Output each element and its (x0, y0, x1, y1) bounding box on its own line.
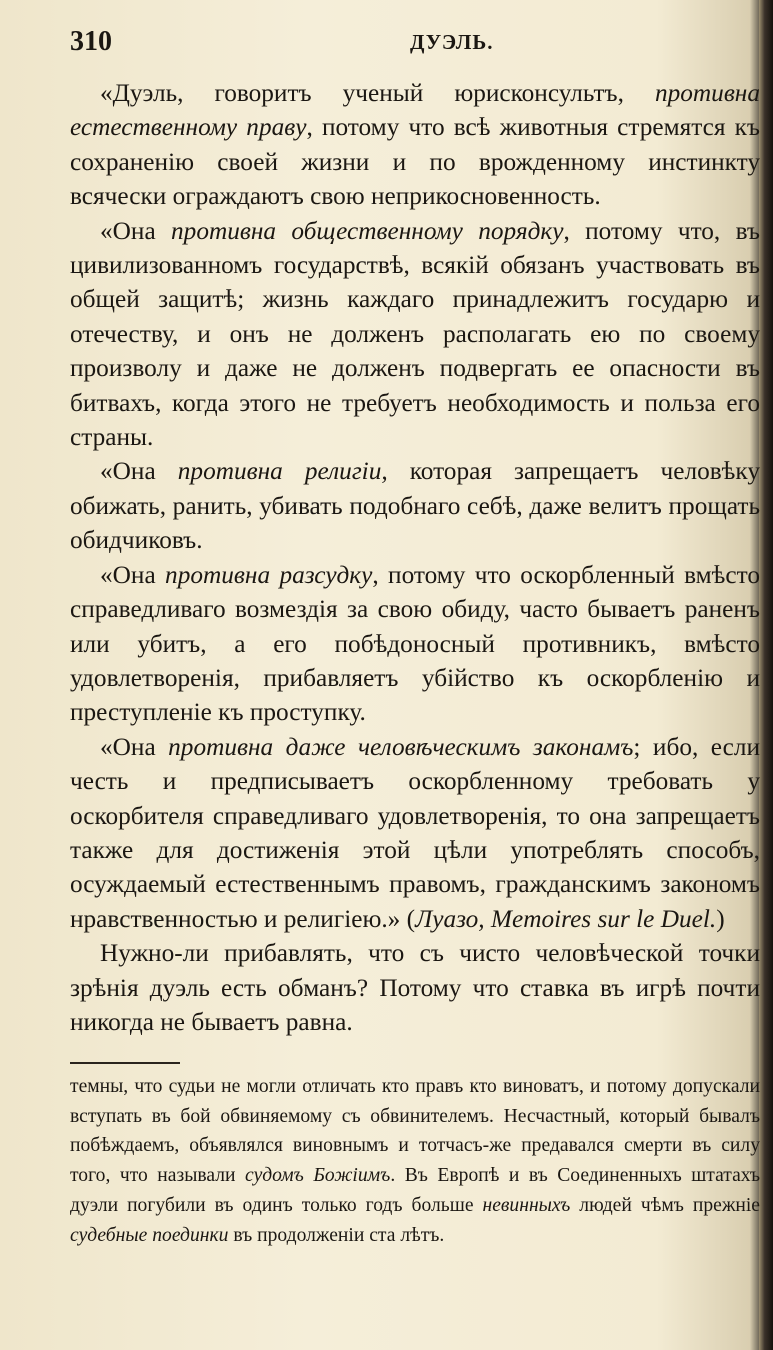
text-span: темны, что судьи не могли отличать кто правъ кто виноватъ, и потому допускали вступать въ бой обвиняемому съ обвинителемъ. Несчастный, который бывалъ побѣждаемъ, объявлялся виновнымъ и тотчасъ-же предавался смерти въ силу того, что называли (70, 1076, 760, 1187)
text-span: Нужно-ли прибавлять, что съ чисто человѣческой точки зрѣнія дуэль есть обманъ? Потому что ставка въ игрѣ почти никогда не бываетъ равна. (70, 939, 760, 1036)
text-span: «Она (100, 216, 172, 245)
footnote-rule (70, 1062, 180, 1064)
text-span: ) (716, 904, 725, 933)
page-edge (759, 0, 773, 1350)
italic-span: противна общественному порядку (171, 216, 564, 245)
paragraph (70, 730, 760, 936)
text-span: «Дуэль, говоритъ ученый юрисконсультъ, (100, 79, 655, 107)
text-span: ; ибо, если честь и предписываетъ оскорбленному требовать у оскорбителя справедливаго удовлетворенія, то она запрещаетъ также для достиженія этой цѣли употреблять способъ, осуждаемый естественнымъ правомъ, гражданскимъ закономъ нравственностью и религіею.» ( (70, 732, 760, 933)
footnote (70, 1072, 760, 1250)
italic-span: судебные поединки (70, 1224, 229, 1246)
italic-span: противна естественному праву (70, 79, 760, 142)
text-span: людей чѣмъ прежніе (570, 1194, 760, 1216)
italic-span: противна религіи, (177, 457, 388, 486)
running-head: ДУЭЛЬ. (410, 30, 494, 54)
text-span: , потому что, въ цивилизованномъ государствѣ, всякій обязанъ участвовать въ общей защитѣ; жизнь каждаго принадлежитъ государю и отечеству, и онъ не долженъ располагать ею по своему произволу и даже не долженъ подвергать ее опасности въ битвахъ, когда этого не требуетъ необходимость и польза его страны. (70, 216, 760, 452)
body-text (70, 76, 760, 1039)
text-span: въ продолженіи ста лѣтъ. (228, 1224, 445, 1246)
italic-span: противна даже человѣческимъ законамъ (168, 732, 634, 761)
paragraph (70, 76, 760, 214)
paragraph (70, 558, 760, 730)
paragraph (70, 214, 760, 455)
text-span: «Она (100, 560, 166, 589)
text-span: . Въ Европѣ и въ Соединенныхъ штатахъ дуэли погубили въ одинъ только годъ больше (70, 1165, 760, 1216)
italic-span: противна разсудку (165, 560, 373, 589)
text-span: , потому что оскорбленный вмѣсто справедливаго возмездія за свою обиду, часто бываетъ раненъ или убитъ, а его побѣдоносный противникъ, вмѣсто удовлетворенія, прибавляетъ убійство къ оскорбленію и преступленіе къ проступку. (70, 560, 760, 727)
text-span: «Она (100, 732, 169, 761)
paragraph (70, 936, 760, 1039)
italic-span: судомъ Божіимъ (245, 1165, 391, 1187)
page-header (70, 26, 750, 62)
italic-span: Луазо, Memoires sur le Duel. (415, 904, 717, 933)
text-span: которая запрещаетъ человѣку обижать, ранить, убивать подобнаго себѣ, даже велитъ прощать обидчиковъ. (70, 457, 760, 555)
paragraph (70, 454, 760, 557)
page-number: 310 (70, 26, 112, 57)
text-span: «Она (100, 457, 178, 486)
text-span: , потому что всѣ животныя стремятся къ сохраненію своей жизни и по врожденному инстинкту всячески ограждаютъ свою неприкосновенность. (70, 113, 760, 211)
italic-span: невинныхъ (482, 1194, 571, 1216)
